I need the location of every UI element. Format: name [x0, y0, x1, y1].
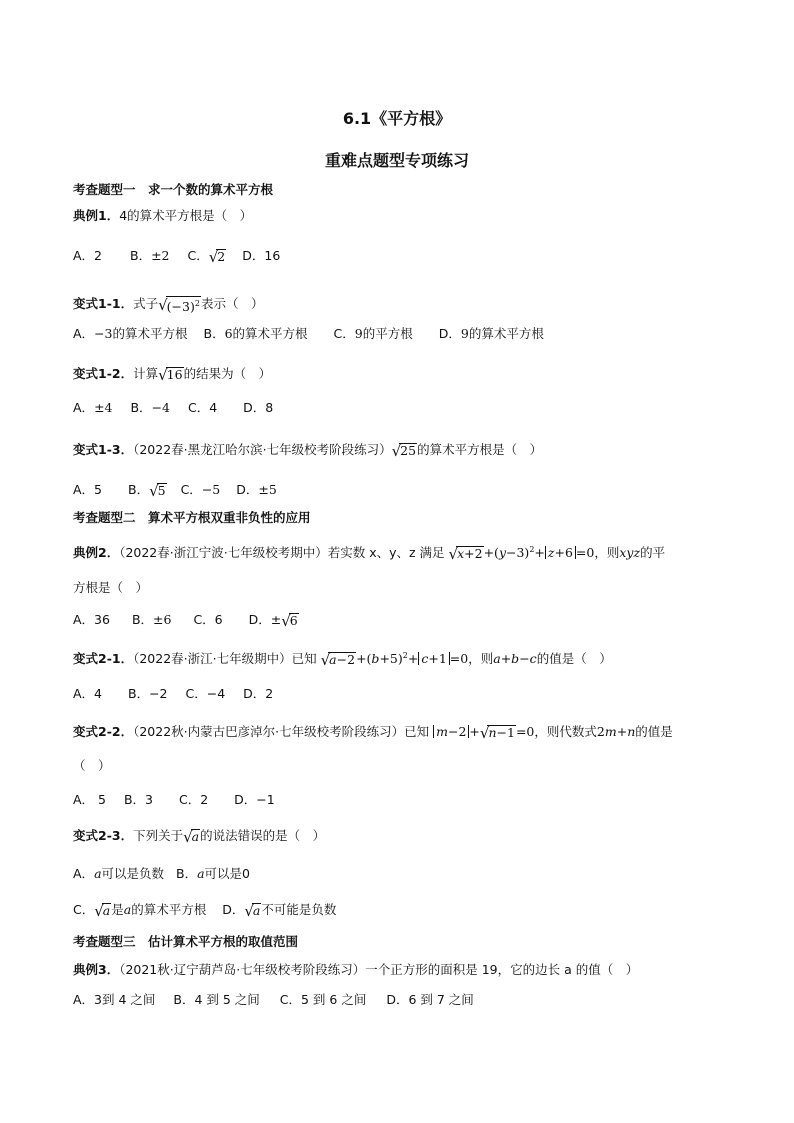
option-c: C．4 — [187, 400, 218, 415]
math-expression: $√a-2+(b+5)^2+ c+1 =0$ — [320, 650, 469, 669]
question-text-mid: ，则 — [468, 651, 494, 667]
question-q1 — [73, 206, 252, 226]
option-d-text: 不可能是负数 — [261, 902, 337, 917]
question-q2-line2: 方根是（ ） — [73, 580, 149, 595]
option-b: B． — [130, 400, 152, 415]
question-text: 若实数 x、y、z 满足 — [327, 545, 445, 561]
option-b: B． — [176, 866, 198, 881]
option-b: B． — [203, 326, 225, 341]
options-q1-1 — [73, 324, 544, 344]
option-c-text: 是 — [111, 902, 124, 917]
question-label: 变式2-1． — [73, 651, 134, 667]
question-q1-2 — [73, 364, 271, 385]
sqrt-expression: √a — [94, 901, 111, 920]
sqrt-expression: √25 — [391, 441, 417, 460]
option-b-text: 的算术平方根 — [232, 326, 308, 341]
section-heading-1: 考查题型一 求一个数的算术平方根 — [73, 182, 274, 197]
option-d-value: ±5 — [258, 482, 277, 497]
option-d: D．6 到 7 之间 — [386, 992, 474, 1007]
option-b: B．4 到 5 之间 — [173, 992, 260, 1007]
question-label: 典例3． — [73, 962, 120, 977]
options-q2-1 — [73, 684, 273, 704]
option-a-text: 可以是负数 — [101, 866, 165, 881]
option-b-value: ±2 — [151, 248, 170, 263]
question-source: （2022春·浙江·七年级期中） — [133, 651, 292, 667]
option-c-text: 的平方根 — [362, 326, 413, 341]
question-q2-2 — [73, 722, 673, 743]
option-b: B．−2 — [128, 686, 168, 701]
question-label: 变式1-1． — [73, 296, 134, 311]
option-c: C． — [187, 248, 209, 263]
question-q3 — [73, 960, 638, 980]
option-a: A． — [73, 400, 95, 415]
option-c: C．6 — [193, 612, 223, 627]
question-q1-3 — [73, 440, 542, 461]
page-title: 6.1《平方根》 — [342, 109, 452, 128]
option-d-value: 9 — [460, 326, 469, 341]
option-a: A． — [73, 866, 95, 881]
options-q1 — [73, 246, 280, 267]
option-c-text-end: 的算术平方根 — [131, 902, 207, 917]
section-heading-3: 考查题型三 估计算术平方根的取值范围 — [73, 934, 299, 949]
question-text: 计算 — [133, 366, 159, 381]
option-c-value: 9 — [354, 326, 363, 341]
page-subtitle: 重难点题型专项练习 — [324, 151, 469, 170]
question-source: （2022秋·内蒙古巴彦淖尔·七年级校考阶段练习） — [133, 724, 405, 739]
question-text-mid: ，则 — [594, 545, 620, 561]
options-q1-2 — [73, 398, 273, 418]
options-q2-3-cd: C．√a是a的算术平方根 D．√a不可能是负数 — [73, 901, 337, 920]
section-heading-2: 考查题型二 算术平方根双重非负性的应用 — [73, 510, 311, 525]
question-text: 一个正方形的面积是 19，它的边长 a 的值（ ） — [365, 962, 639, 977]
option-a: A．36 — [73, 612, 110, 627]
question-q2-1 — [73, 646, 612, 670]
question-q2 — [73, 540, 665, 564]
option-b: B． — [130, 248, 152, 263]
option-d: D．−1 — [234, 792, 275, 807]
question-q1-1 — [73, 294, 263, 315]
option-d-text: 的算术平方根 — [468, 326, 544, 341]
question-text-end: 的平 — [640, 545, 666, 561]
options-q2-3-ab: A．a可以是负数 B．a可以是0 — [73, 866, 250, 881]
option-b: B． — [131, 612, 154, 627]
option-c: C．−4 — [185, 686, 226, 701]
option-c: C． — [333, 326, 355, 341]
option-d: D．± — [248, 612, 282, 627]
math-2mn: 2m+n — [596, 724, 636, 739]
option-b-text: 可以是0 — [204, 866, 250, 881]
option-d: D．16 — [242, 248, 281, 263]
question-text: 已知 — [404, 724, 430, 739]
options-q3 — [73, 990, 474, 1010]
option-c: C． — [73, 902, 95, 917]
question-text-end: 的算术平方根是（ ） — [417, 442, 543, 457]
option-d: D．2 — [243, 686, 274, 701]
question-label: 变式2-3． — [73, 828, 134, 843]
question-text: 4的算术平方根是（ ） — [119, 208, 253, 223]
option-a-value: −3 — [94, 326, 113, 341]
option-b: B． — [128, 482, 150, 497]
sqrt-expression: √5 — [149, 481, 166, 500]
option-b-value: ±6 — [153, 612, 172, 627]
sqrt-expression: √16 — [158, 365, 183, 384]
math-xyz: xyz — [619, 545, 641, 561]
question-source: （2022春·黑龙江哈尔滨·七年级校考阶段练习） — [133, 442, 392, 457]
question-label: 变式1-3． — [73, 442, 134, 457]
option-a: A．5 — [73, 482, 103, 497]
option-b: B．3 — [123, 792, 153, 807]
option-a: A．2 — [73, 248, 103, 263]
option-a: A．4 — [73, 686, 103, 701]
math-expression: m−2 +√n−1=0 — [433, 724, 534, 739]
question-label: 变式1-2． — [73, 366, 134, 381]
options-q2-2 — [73, 790, 275, 810]
option-a: A． 5 — [73, 792, 106, 807]
question-source: （2021秋·辽宁葫芦岛·七年级校考阶段练习） — [119, 962, 366, 977]
question-text-end: 表示（ ） — [200, 296, 264, 311]
option-a-text: 的算术平方根 — [112, 326, 188, 341]
sqrt-expression: √a — [183, 827, 200, 846]
options-q1-3 — [73, 480, 277, 501]
question-text-mid: ，则代数式 — [534, 724, 597, 739]
question-q2-3 — [73, 826, 325, 847]
options-q2 — [73, 610, 299, 631]
question-label: 典例1． — [73, 208, 120, 223]
question-text: 已知 — [291, 651, 317, 667]
option-c: C．2 — [178, 792, 209, 807]
question-q2-2-line2: （ ） — [73, 758, 111, 773]
option-b-value: −4 — [151, 400, 170, 415]
option-a: A．3到 4 之间 — [73, 992, 156, 1007]
question-text: 式子 — [133, 296, 159, 311]
question-text-end: 的值是（ ） — [536, 651, 612, 667]
sqrt-expression: √a — [244, 901, 261, 920]
question-label: 典例2． — [73, 545, 120, 561]
math-abc: a+b−c — [493, 651, 537, 667]
sqrt-expression: √6 — [281, 611, 298, 630]
question-text-end: 的说法错误的是（ ） — [200, 828, 326, 843]
option-c: C． — [180, 482, 202, 497]
question-label: 变式2-2． — [73, 724, 134, 739]
question-text-end: 的结果为（ ） — [183, 366, 272, 381]
question-text: 下列关于 — [133, 828, 184, 843]
option-d: D． — [438, 326, 461, 341]
question-text-end: 的值是 — [635, 724, 673, 739]
option-d: D． — [222, 902, 245, 917]
option-b-value: 6 — [224, 326, 233, 341]
sqrt-expression: $√(-3)^2$ — [158, 295, 200, 314]
question-source: （2022春·浙江宁波·七年级校考期中） — [119, 545, 328, 561]
option-d: D．8 — [243, 400, 274, 415]
math-expression: $√x+2+(y-3)^2+ z+6 =0$ — [448, 544, 595, 563]
option-c: C．5 到 6 之间 — [279, 992, 367, 1007]
option-a-value: ±4 — [94, 400, 113, 415]
option-c-value: −5 — [201, 482, 221, 497]
option-d: D． — [236, 482, 259, 497]
sqrt-expression: √2 — [208, 247, 226, 266]
option-a: A． — [73, 326, 95, 341]
